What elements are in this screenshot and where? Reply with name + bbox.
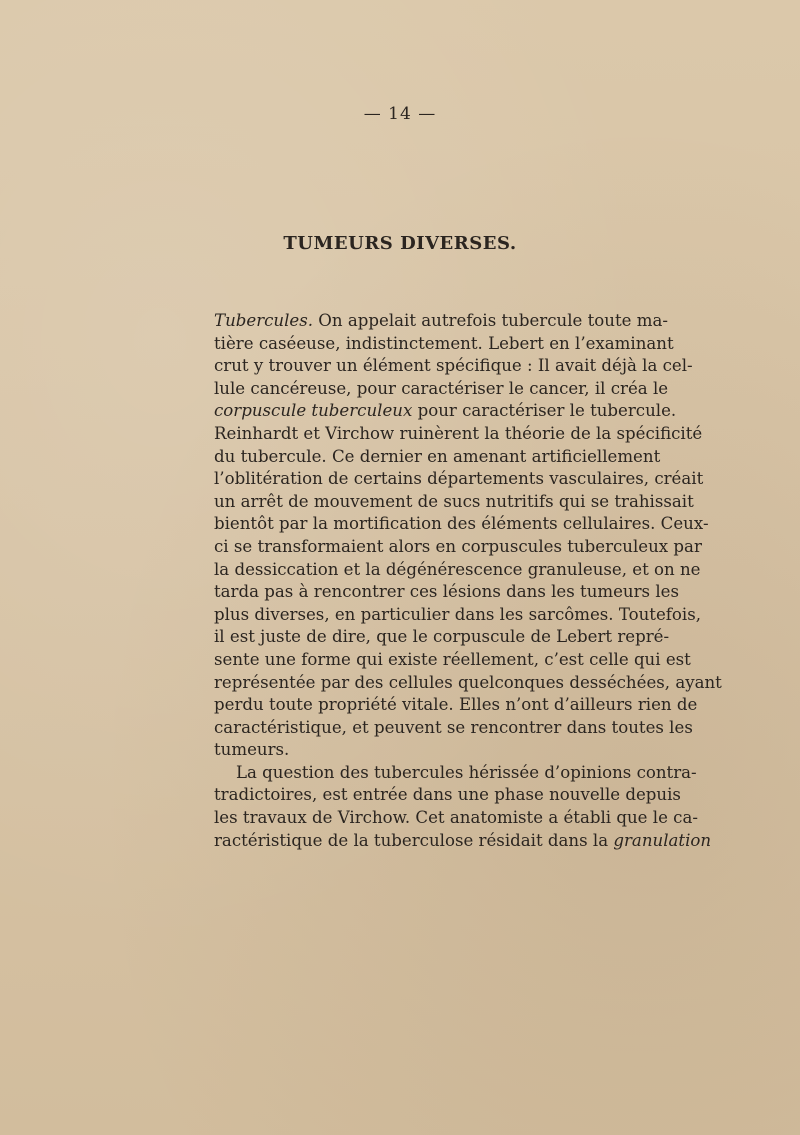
text-line-7 — [214, 446, 661, 469]
run: On appelait autrefois tubercule toute ma- — [313, 311, 668, 330]
run: caractéristique, et peuvent se rencontrer dans toutes les — [214, 717, 693, 737]
run: il est juste de dire, que le corpuscule de Lebert repré- — [214, 627, 670, 647]
text-line-15 — [214, 626, 670, 649]
text-line-2 — [214, 333, 674, 356]
run-italic: granulation — [613, 830, 712, 850]
run: perdu toute propriété vitale. Elles n’ont d’ailleurs rien de — [214, 695, 698, 715]
text-line-20 — [214, 739, 652, 762]
text-line-21 — [214, 762, 697, 785]
run: sente une forme qui existe réellement, c’est celle qui est — [214, 649, 691, 669]
run: tière caséeuse, indistinctement. Lebert en l’examinant — [214, 333, 674, 353]
run: ractéristique de la tuberculose résidait dans la — [214, 830, 614, 850]
text-line-12 — [214, 559, 701, 582]
run: ci se transformaient alors en corpuscules tuberculeux par — [214, 536, 702, 556]
run: du tubercule. Ce dernier en amenant artificiellement — [214, 446, 661, 466]
run: Reinhardt et Virchow ruinèrent la théorie de la spécificité — [214, 423, 703, 443]
text-line-18 — [214, 694, 698, 717]
body-text — [214, 310, 722, 852]
text-line-22 — [214, 784, 681, 807]
text-line-4 — [214, 378, 669, 401]
run: tumeurs. — [214, 740, 290, 760]
page-number: — 14 — — [363, 104, 437, 124]
run: tradictoires, est entrée dans une phase nouvelle depuis — [214, 785, 681, 805]
text-line-11 — [214, 536, 702, 559]
text-line-19 — [214, 717, 693, 740]
run: crut y trouver un élément spécifique : Il avait déjà la cel- — [214, 356, 693, 376]
text-line-14 — [214, 604, 702, 627]
text-line-24 — [214, 830, 712, 853]
text-line-1 — [214, 310, 668, 333]
text-line-6 — [214, 423, 703, 446]
run: un arrêt de mouvement de sucs nutritifs qui se trahissait — [214, 491, 694, 511]
text-line-17 — [214, 672, 722, 695]
text-line-16 — [214, 649, 691, 672]
run: les travaux de Virchow. Cet anatomiste a établi que le ca- — [214, 808, 698, 828]
text-line-8 — [214, 468, 704, 491]
text-line-13 — [214, 581, 679, 604]
run: l’oblitération de certains départements vasculaires, créait — [214, 469, 704, 489]
run-heading: Tubercules. — [214, 311, 314, 330]
run: La question des tubercules hérissée d’opinions contra- — [236, 762, 697, 782]
run: pour caractériser le tubercule. — [412, 401, 677, 421]
run: représentée par des cellules quelconques desséchées, ayant — [214, 672, 722, 692]
run: tarda pas à rencontrer ces lésions dans les tumeurs les — [214, 582, 679, 602]
text-line-9 — [214, 491, 694, 514]
text-line-10 — [214, 513, 709, 536]
run: bientôt par la mortification des éléments cellulaires. Ceux- — [214, 514, 709, 534]
text-line-23 — [214, 807, 698, 830]
run: la dessiccation et la dégénérescence granuleuse, et on ne — [214, 559, 701, 579]
run: plus diverses, en particulier dans les sarcômes. Toutefois, — [214, 604, 702, 624]
run: lule cancéreuse, pour caractériser le cancer, il créa le — [214, 378, 669, 398]
text-line-3 — [214, 355, 693, 378]
text-line-5 — [214, 400, 677, 423]
section-title: TUMEURS DIVERSES. — [283, 233, 517, 254]
run-italic: corpuscule tuberculeux — [214, 401, 413, 421]
